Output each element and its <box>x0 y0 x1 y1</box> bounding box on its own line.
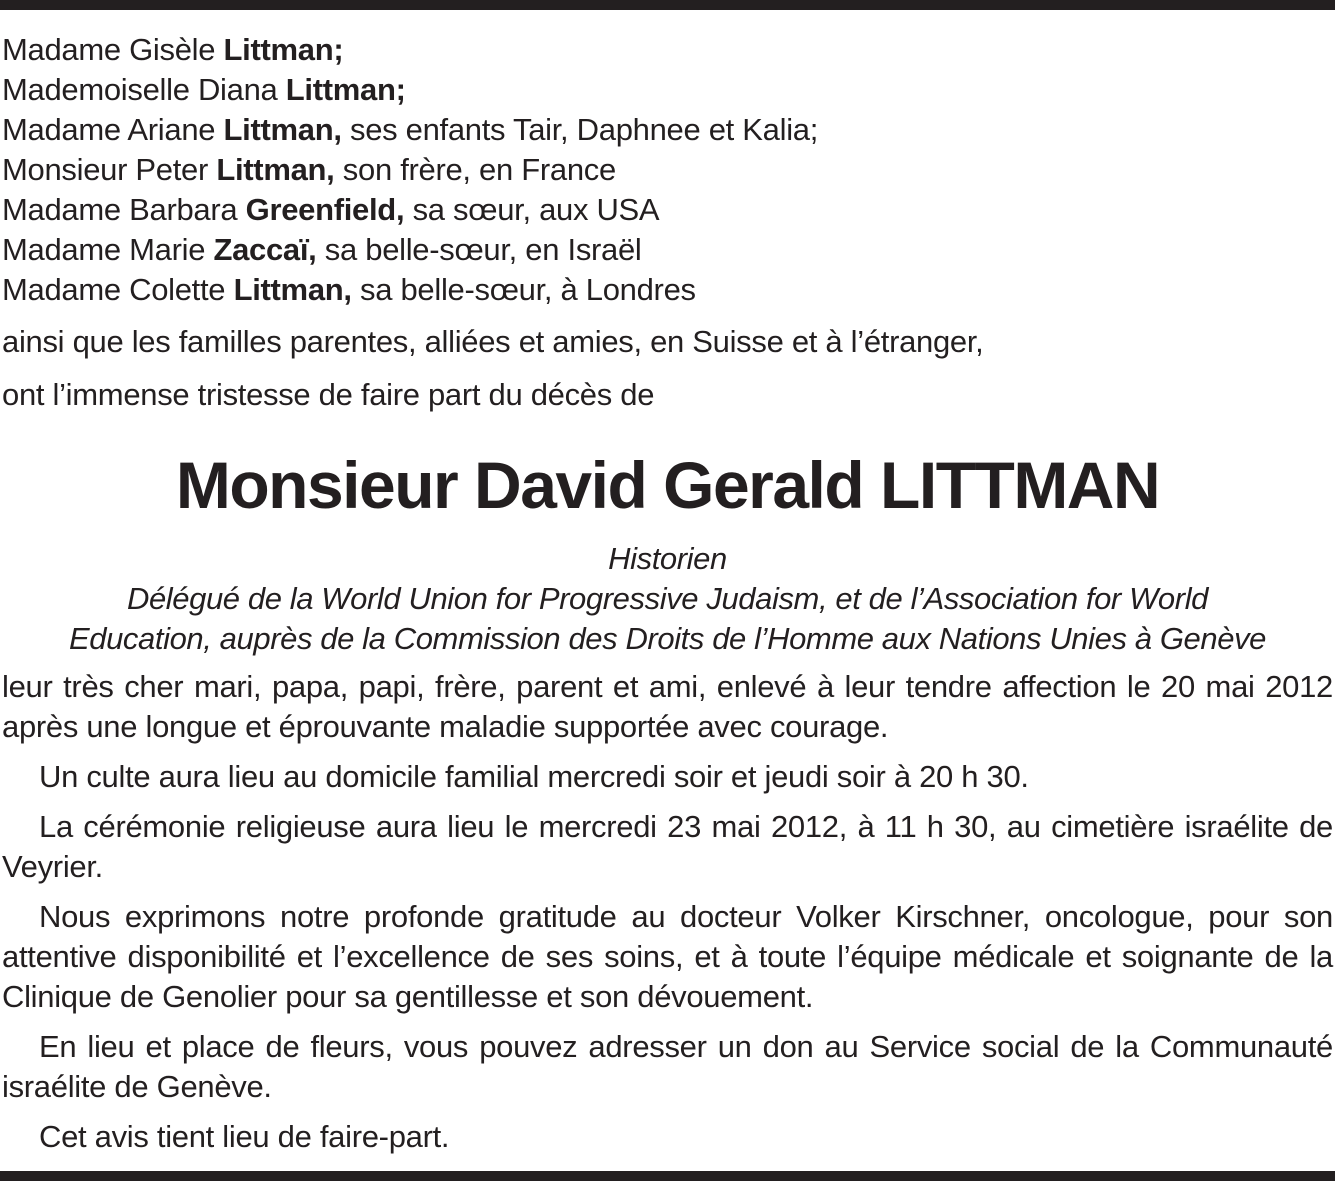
family-given-name: Madame Gisèle <box>2 32 224 67</box>
family-given-name: Madame Barbara <box>2 192 246 227</box>
ceremony-paragraph: La cérémonie religieuse aura lieu le mercredi 23 mai 2012, à 11 h 30, au cimetière israélite de Veyrier. <box>2 809 1333 884</box>
donation-paragraph: En lieu et place de fleurs, vous pouvez adresser un don au Service social de la Communauté israélite de Genève. <box>2 1029 1333 1104</box>
family-line <box>2 110 1333 150</box>
family-surname: Littman; <box>285 72 406 107</box>
family-line <box>2 70 1333 110</box>
top-border-rule <box>0 0 1335 10</box>
family-line <box>2 190 1333 230</box>
family-surname: Littman, <box>233 272 352 307</box>
deceased-titles <box>2 539 1333 659</box>
intro-announcement-line: ont l’immense tristesse de faire part du décès de <box>2 377 655 412</box>
family-given-name: Mademoiselle Diana <box>2 72 286 107</box>
family-relation: sa belle-sœur, à Londres <box>351 272 696 307</box>
intro-relatives-line: ainsi que les familles parentes, alliées et amies, en Suisse et à l’étranger, <box>2 324 984 359</box>
service-paragraph: Un culte aura lieu au domicile familial mercredi soir et jeudi soir à 20 h 30. <box>39 759 1029 794</box>
family-line <box>2 30 1333 70</box>
family-line <box>2 270 1333 310</box>
deceased-title-line: Education, auprès de la Commission des Droits de l’Homme aux Nations Unies à Genève <box>68 621 1267 656</box>
closing-paragraph: Cet avis tient lieu de faire-part. <box>39 1119 450 1154</box>
obituary-notice <box>2 30 1333 1157</box>
deceased-name-heading: Monsieur David Gerald LITTMAN <box>175 448 1160 522</box>
family-list <box>2 30 1333 310</box>
family-given-name: Madame Colette <box>2 272 234 307</box>
tribute-paragraph: leur très cher mari, papa, papi, frère, parent et ami, enlevé à leur tendre affection le 20 mai 2012 après une longue et éprouvante maladie supportée avec courage. <box>2 669 1333 744</box>
family-surname: Littman, <box>216 152 335 187</box>
family-given-name: Madame Ariane <box>2 112 224 147</box>
gratitude-paragraph: Nous exprimons notre profonde gratitude au docteur Volker Kirschner, oncologue, pour son attentive disponibilité et l’excellence de ses soins, et à toute l’équipe médicale et soignante de la Clinique de Genolier pour sa gentillesse et son dévouement. <box>2 899 1333 1014</box>
family-line <box>2 230 1333 270</box>
deceased-title-line: Historien <box>608 541 727 576</box>
family-line <box>2 150 1333 190</box>
deceased-title-line: Délégué de la World Union for Progressive Judaism, et de l’Association for World <box>126 581 1209 616</box>
family-surname: Littman, <box>223 112 342 147</box>
family-relation: sa belle-sœur, en Israël <box>316 232 642 267</box>
family-relation: sa sœur, aux USA <box>404 192 660 227</box>
family-relation: son frère, en France <box>334 152 616 187</box>
family-surname: Zaccaï, <box>213 232 317 267</box>
family-given-name: Monsieur Peter <box>2 152 217 187</box>
family-given-name: Madame Marie <box>2 232 214 267</box>
family-surname: Greenfield, <box>245 192 405 227</box>
family-surname: Littman; <box>223 32 344 67</box>
bottom-border-rule <box>0 1171 1335 1181</box>
family-relation: ses enfants Tair, Daphnee et Kalia; <box>341 112 819 147</box>
